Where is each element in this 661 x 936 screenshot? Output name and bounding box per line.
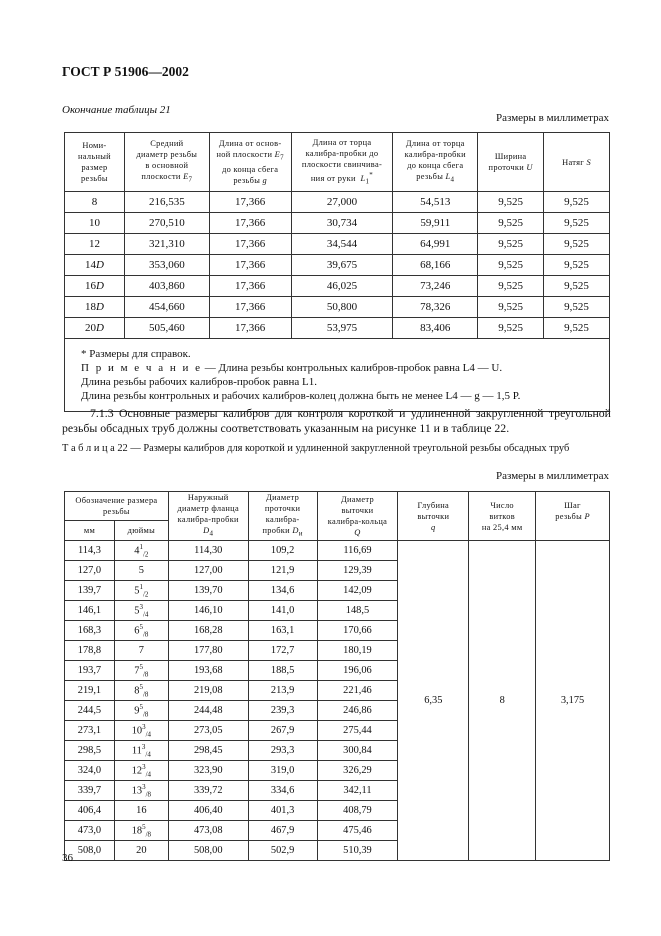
table-cell: 193,68 bbox=[168, 661, 248, 681]
t21-col-length-l1: Длина от торца калибра-пробки до плоскости свинчива- ния от руки $L_1^*$ bbox=[291, 133, 393, 192]
table-cell: 473,0 bbox=[65, 821, 115, 841]
t21-col-length-l4: Длина от торца калибра-пробки до конца сбега резьбы $L_4$ bbox=[393, 133, 478, 192]
merged-depth-cell: 6,35 bbox=[398, 541, 469, 861]
table-cell: 406,40 bbox=[168, 801, 248, 821]
table-row bbox=[65, 541, 610, 561]
table-cell: 146,1 bbox=[65, 601, 115, 621]
t21-note-1: П р и м е ч а н и е — Длина резьбы контрольных калибров-пробок равна L4 — U. bbox=[81, 362, 503, 374]
table-cell: 9,525 bbox=[544, 297, 610, 318]
table-cell: 17,366 bbox=[209, 318, 291, 339]
table-cell: 239,3 bbox=[248, 701, 317, 721]
t21-col-pitch-diameter: Средний диаметр резьбы в основной плоскости $E_7$ bbox=[124, 133, 209, 192]
table-cell: 193,7 bbox=[65, 661, 115, 681]
table-cell: 505,460 bbox=[124, 318, 209, 339]
table-cell: 467,9 bbox=[248, 821, 317, 841]
table-cell: 473,08 bbox=[168, 821, 248, 841]
table-cell: 116,69 bbox=[317, 541, 398, 561]
table-cell: 17,366 bbox=[209, 234, 291, 255]
table-cell: 18D bbox=[65, 297, 125, 318]
table-cell: 34,544 bbox=[291, 234, 393, 255]
table-cell: 9,525 bbox=[478, 255, 544, 276]
t21-col-stand-off: Натяг S bbox=[544, 133, 610, 192]
table-row bbox=[65, 297, 610, 318]
document-header: ГОСТ Р 51906—2002 bbox=[62, 64, 189, 79]
inch-size-cell: $7^5_{/8}$ bbox=[114, 661, 168, 681]
table-cell: 300,84 bbox=[317, 741, 398, 761]
table-cell: 12 bbox=[65, 234, 125, 255]
table-cell: 114,30 bbox=[168, 541, 248, 561]
table-cell: 508,00 bbox=[168, 841, 248, 861]
table-cell: 401,3 bbox=[248, 801, 317, 821]
table-row bbox=[65, 213, 610, 234]
table-cell: 46,025 bbox=[291, 276, 393, 297]
table-cell: 59,911 bbox=[393, 213, 478, 234]
table-cell: 54,513 bbox=[393, 192, 478, 213]
table-cell: 163,1 bbox=[248, 621, 317, 641]
t21-note-2: Длина резьбы рабочих калибров-пробок равна L1. bbox=[81, 376, 318, 388]
inch-size-cell: $6^5_{/8}$ bbox=[114, 621, 168, 641]
table-cell: 121,9 bbox=[248, 561, 317, 581]
table-cell: 403,860 bbox=[124, 276, 209, 297]
table-cell: 275,44 bbox=[317, 721, 398, 741]
table-cell: 408,79 bbox=[317, 801, 398, 821]
table-cell: 9,525 bbox=[478, 234, 544, 255]
table-row bbox=[65, 192, 610, 213]
table-cell: 17,366 bbox=[209, 276, 291, 297]
table-cell: 16D bbox=[65, 276, 125, 297]
table-21 bbox=[64, 132, 610, 412]
table-cell: 244,48 bbox=[168, 701, 248, 721]
table-cell: 326,29 bbox=[317, 761, 398, 781]
t22-col-turns: Число витков на 25,4 мм bbox=[469, 492, 536, 541]
t21-col-length-g: Длина от основ- ной плоскости $E_7$ до конца сбега резьбы g bbox=[209, 133, 291, 192]
table-row bbox=[65, 234, 610, 255]
inch-size-cell: $18^5_{/8}$ bbox=[114, 821, 168, 841]
table-cell: 334,6 bbox=[248, 781, 317, 801]
table-cell: 30,734 bbox=[291, 213, 393, 234]
table-cell: 83,406 bbox=[393, 318, 478, 339]
table-cell: 9,525 bbox=[478, 297, 544, 318]
table-cell: 10 bbox=[65, 213, 125, 234]
page-number: 36 bbox=[62, 852, 73, 864]
table-cell: 127,0 bbox=[65, 561, 115, 581]
table-cell: 73,246 bbox=[393, 276, 478, 297]
inch-size-cell: $8^5_{/8}$ bbox=[114, 681, 168, 701]
table-cell: 406,4 bbox=[65, 801, 115, 821]
table-cell: 8 bbox=[65, 192, 125, 213]
table-cell: 508,0 bbox=[65, 841, 115, 861]
table-cell: 219,08 bbox=[168, 681, 248, 701]
inch-size-cell: $5^1_{/2}$ bbox=[114, 581, 168, 601]
merged-pitch-cell: 3,175 bbox=[536, 541, 610, 861]
table-cell: 9,525 bbox=[544, 234, 610, 255]
table-cell: 170,66 bbox=[317, 621, 398, 641]
table-cell: 134,6 bbox=[248, 581, 317, 601]
table-cell: 273,05 bbox=[168, 721, 248, 741]
table-cell: 178,8 bbox=[65, 641, 115, 661]
table-cell: 114,3 bbox=[65, 541, 115, 561]
inch-size-cell: $5^3_{/4}$ bbox=[114, 601, 168, 621]
table-cell: 9,525 bbox=[478, 213, 544, 234]
table-cell: 339,7 bbox=[65, 781, 115, 801]
table-cell: 216,535 bbox=[124, 192, 209, 213]
table-cell: 68,166 bbox=[393, 255, 478, 276]
t21-col-nominal: Номи- нальный размер резьбы bbox=[65, 133, 125, 192]
inch-size-cell: $10^3_{/4}$ bbox=[114, 721, 168, 741]
table-cell: 27,000 bbox=[291, 192, 393, 213]
table21-caption: Окончание таблицы 21 bbox=[62, 104, 171, 116]
table-cell: 9,525 bbox=[478, 192, 544, 213]
table-cell: 139,70 bbox=[168, 581, 248, 601]
table-cell: 298,45 bbox=[168, 741, 248, 761]
t22-col-inches: дюймы bbox=[114, 521, 168, 541]
table-cell: 129,39 bbox=[317, 561, 398, 581]
table-cell: 342,11 bbox=[317, 781, 398, 801]
table-cell: 172,7 bbox=[248, 641, 317, 661]
table-cell: 246,86 bbox=[317, 701, 398, 721]
table-cell: 141,0 bbox=[248, 601, 317, 621]
table22-caption: Т а б л и ц а 22 — Размеры калибров для короткой и удлиненной закругленной треугольной резьбы обсадных труб bbox=[62, 443, 570, 454]
table-cell: 14D bbox=[65, 255, 125, 276]
inch-size-cell: $12^3_{/4}$ bbox=[114, 761, 168, 781]
table22-units: Размеры в миллиметрах bbox=[496, 470, 609, 482]
merged-turns-cell: 8 bbox=[469, 541, 536, 861]
table-cell: 219,1 bbox=[65, 681, 115, 701]
table-cell: 273,1 bbox=[65, 721, 115, 741]
table21-units: Размеры в миллиметрах bbox=[496, 112, 609, 124]
table-cell: 267,9 bbox=[248, 721, 317, 741]
t22-col-groove: Диаметр проточки калибра- пробки $D_и$ bbox=[248, 492, 317, 541]
table-cell: 127,00 bbox=[168, 561, 248, 581]
table-cell: 53,975 bbox=[291, 318, 393, 339]
table-cell: 20D bbox=[65, 318, 125, 339]
table-cell: 339,72 bbox=[168, 781, 248, 801]
table-cell: 321,310 bbox=[124, 234, 209, 255]
inch-size-cell: 7 bbox=[114, 641, 168, 661]
table-cell: 502,9 bbox=[248, 841, 317, 861]
t22-col-mm: мм bbox=[65, 521, 115, 541]
table-cell: 17,366 bbox=[209, 213, 291, 234]
table-row bbox=[65, 318, 610, 339]
table-cell: 475,46 bbox=[317, 821, 398, 841]
table-row bbox=[65, 255, 610, 276]
table-cell: 9,525 bbox=[544, 318, 610, 339]
table-cell: 188,5 bbox=[248, 661, 317, 681]
t22-col-designation: Обозначение размера резьбы bbox=[65, 492, 169, 521]
table-cell: 454,660 bbox=[124, 297, 209, 318]
table-cell: 9,525 bbox=[544, 192, 610, 213]
table-cell: 177,80 bbox=[168, 641, 248, 661]
table-cell: 109,2 bbox=[248, 541, 317, 561]
t22-col-flange: Наружный диаметр фланца калибра-пробки $D_4$ bbox=[168, 492, 248, 541]
table-cell: 148,5 bbox=[317, 601, 398, 621]
table-cell: 168,3 bbox=[65, 621, 115, 641]
t22-col-pitch: Шаг резьбы P bbox=[536, 492, 610, 541]
table-cell: 244,5 bbox=[65, 701, 115, 721]
table-cell: 64,991 bbox=[393, 234, 478, 255]
t21-notes bbox=[65, 339, 610, 412]
table-cell: 142,09 bbox=[317, 581, 398, 601]
inch-size-cell: 20 bbox=[114, 841, 168, 861]
t21-note-reference: * Размеры для справок. bbox=[81, 348, 191, 360]
table-cell: 17,366 bbox=[209, 192, 291, 213]
inch-size-cell: $4^1_{/2}$ bbox=[114, 541, 168, 561]
table-cell: 17,366 bbox=[209, 297, 291, 318]
table-cell: 146,10 bbox=[168, 601, 248, 621]
table-22 bbox=[64, 491, 610, 861]
section-paragraph-7-1-3: 7.1.3 Основные размеры калибров для контроля короткой и удлиненной закругленной треугольной резьбы обсадных труб должны соответствовать указанным на рисунке 11 и в таблице 22. bbox=[62, 406, 611, 435]
t22-col-recess: Диаметр выточки калибра-кольца Q bbox=[317, 492, 398, 541]
table-row bbox=[65, 276, 610, 297]
table-cell: 17,366 bbox=[209, 255, 291, 276]
table-cell: 168,28 bbox=[168, 621, 248, 641]
table-cell: 324,0 bbox=[65, 761, 115, 781]
table-cell: 139,7 bbox=[65, 581, 115, 601]
table-cell: 9,525 bbox=[544, 255, 610, 276]
inch-size-cell: $11^3_{/4}$ bbox=[114, 741, 168, 761]
table-cell: 319,0 bbox=[248, 761, 317, 781]
t21-col-groove-width: Ширина проточки U bbox=[478, 133, 544, 192]
table-cell: 9,525 bbox=[478, 276, 544, 297]
table-cell: 353,060 bbox=[124, 255, 209, 276]
inch-size-cell: 16 bbox=[114, 801, 168, 821]
inch-size-cell: 5 bbox=[114, 561, 168, 581]
inch-size-cell: $13^3_{/8}$ bbox=[114, 781, 168, 801]
table-cell: 78,326 bbox=[393, 297, 478, 318]
table-cell: 9,525 bbox=[544, 213, 610, 234]
table-cell: 293,3 bbox=[248, 741, 317, 761]
table-cell: 180,19 bbox=[317, 641, 398, 661]
table-cell: 270,510 bbox=[124, 213, 209, 234]
t22-col-depth: Глубина выточки q bbox=[398, 492, 469, 541]
table-cell: 213,9 bbox=[248, 681, 317, 701]
inch-size-cell: $9^5_{/8}$ bbox=[114, 701, 168, 721]
table-cell: 323,90 bbox=[168, 761, 248, 781]
table-cell: 510,39 bbox=[317, 841, 398, 861]
table-cell: 9,525 bbox=[478, 318, 544, 339]
table-cell: 39,675 bbox=[291, 255, 393, 276]
table-cell: 9,525 bbox=[544, 276, 610, 297]
table-cell: 196,06 bbox=[317, 661, 398, 681]
table-cell: 298,5 bbox=[65, 741, 115, 761]
t21-note-3: Длина резьбы контрольных и рабочих калибров-колец должна быть не менее L4 — g — 1,5 P. bbox=[81, 390, 521, 402]
table-cell: 50,800 bbox=[291, 297, 393, 318]
table-cell: 221,46 bbox=[317, 681, 398, 701]
